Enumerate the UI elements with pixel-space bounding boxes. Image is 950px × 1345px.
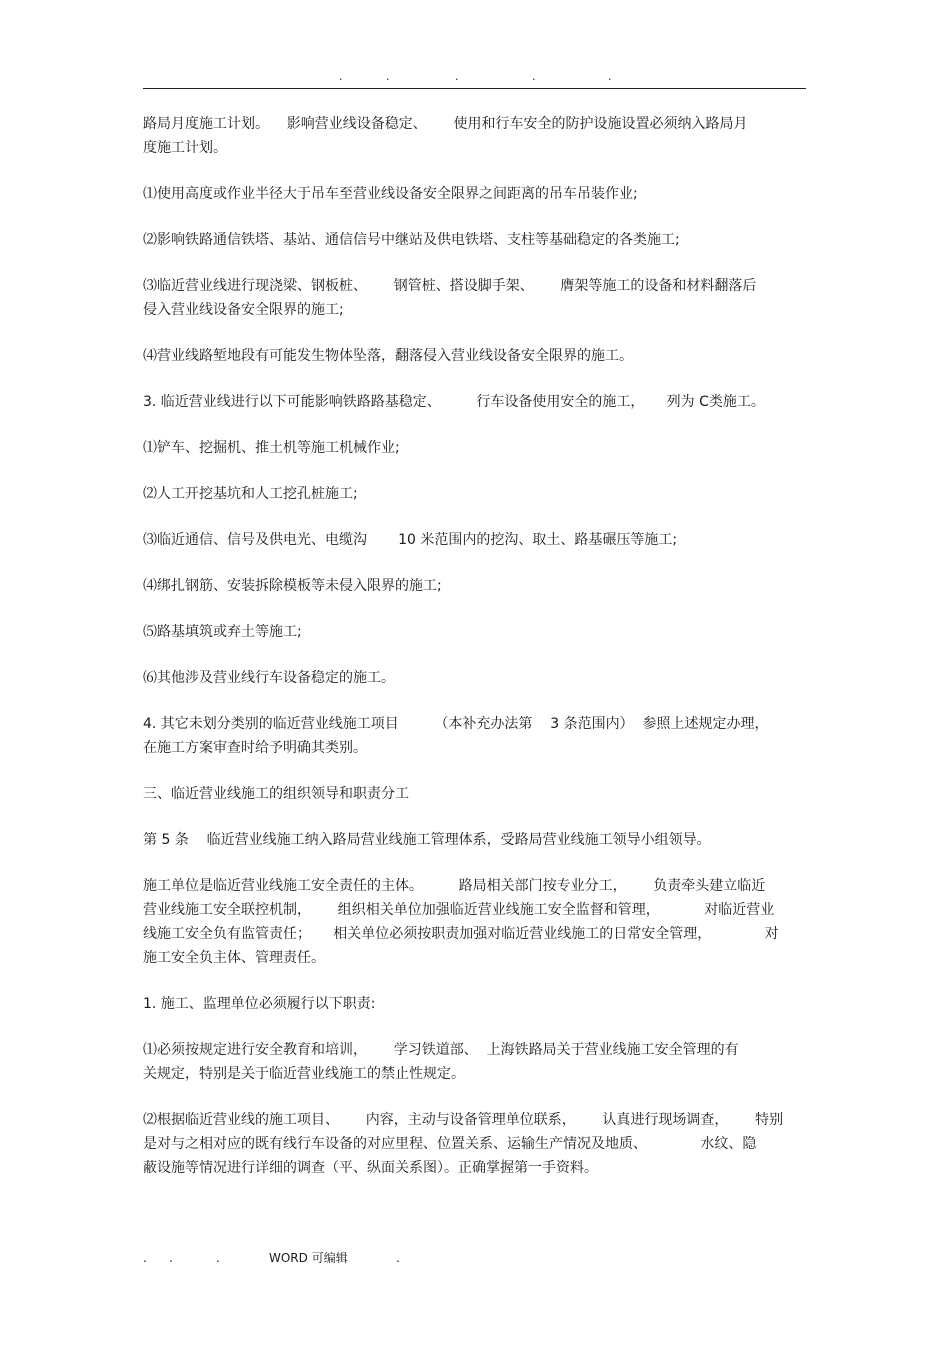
section-heading: 三、临近营业线施工的组织领导和职责分工 (143, 786, 409, 802)
paragraph: ⑸路基填筑或弃土等施工; (143, 624, 302, 640)
paragraph: ⑹其他涉及营业线行车设备稳定的施工。 (143, 670, 395, 686)
paragraph: ⑴必须按规定进行安全教育和培训， 学习铁道部、 上海铁路局关于营业线施工安全管理的有 关规定，特别是关于临近营业线施工的禁止性规定。 (143, 1042, 739, 1082)
footer-dot: . (169, 1251, 173, 1265)
paragraph: ⑶临近通信、信号及供电光、电缆沟 10 米范围内的挖沟、取土、路基碾压等施工; (143, 532, 678, 548)
header-dot: . (608, 70, 612, 83)
paragraph: ⑴铲车、挖掘机、推土机等施工机械作业; (143, 440, 400, 456)
paragraph: 路局月度施工计划。 影响营业线设备稳定、 使用和行车安全的防护设施设置必须纳入路局月 度施工计划。 (143, 116, 748, 156)
paragraph: ⑵人工开挖基坑和人工挖孔桩施工; (143, 486, 358, 502)
paragraph: 第 5 条 临近营业线施工纳入路局营业线施工管理体系，受路局营业线施工领导小组领导。 (143, 832, 711, 848)
paragraph: 4. 其它未划分类别的临近营业线施工项目 （本补充办法第 3 条范围内） 参照上述规定办理， 在施工方案审查时给予明确其类别。 (143, 716, 769, 756)
header-dots (143, 70, 806, 84)
header-dot: . (339, 70, 343, 83)
paragraph: ⑷营业线路堑地段有可能发生物体坠落，翻落侵入营业线设备安全限界的施工。 (143, 348, 633, 364)
paragraph: ⑴使用高度或作业半径大于吊车至营业线设备安全限界之间距离的吊车吊装作业; (143, 186, 638, 202)
footer-dot: . (143, 1251, 147, 1265)
document-body (143, 112, 806, 1202)
header-rule (143, 88, 806, 89)
header-dot: . (455, 70, 459, 83)
paragraph: ⑵根据临近营业线的施工项目、 内容，主动与设备管理单位联系， 认真进行现场调查， 特别 是对与之相对应的既有线行车设备的对应里程、位置关系、运输生产情况及地质、 水纹、隐 蔽设施等情况进行详细的调查（平、纵面关系图）。正确掌握第一手资料。 (143, 1112, 784, 1176)
paragraph: 1. 施工、监理单位必须履行以下职责: (143, 996, 376, 1012)
paragraph: ⑷绑扎钢筋、安装拆除模板等未侵入限界的施工; (143, 578, 442, 594)
paragraph: ⑵影响铁路通信铁塔、基站、通信信号中继站及供电铁塔、支柱等基础稳定的各类施工; (143, 232, 680, 248)
paragraph: 施工单位是临近营业线施工安全责任的主体。 路局相关部门按专业分工， 负责牵头建立临近 营业线施工安全联控机制， 组织相关单位加强临近营业线施工安全监督和管理， 对临近营业 线施工安全负有监管责任； 相关单位必须按职责加强对临近营业线施工的日常安全管理， 对 施工安全负主体、管理责任。 (143, 878, 779, 966)
footer-dot: . (396, 1251, 400, 1265)
page-footer (143, 1249, 806, 1267)
footer-label: WORD 可编辑 (269, 1251, 348, 1265)
header-dot: . (532, 70, 536, 83)
footer-dot: . (216, 1251, 220, 1265)
paragraph: 3. 临近营业线进行以下可能影响铁路路基稳定、 行车设备使用安全的施工， 列为 C类施工。 (143, 394, 765, 410)
header-dot: . (386, 70, 390, 83)
paragraph: ⑶临近营业线进行现浇梁、钢板桩、 钢管桩、搭设脚手架、 膺架等施工的设备和材料翻落后 侵入营业线设备安全限界的施工; (143, 278, 757, 318)
